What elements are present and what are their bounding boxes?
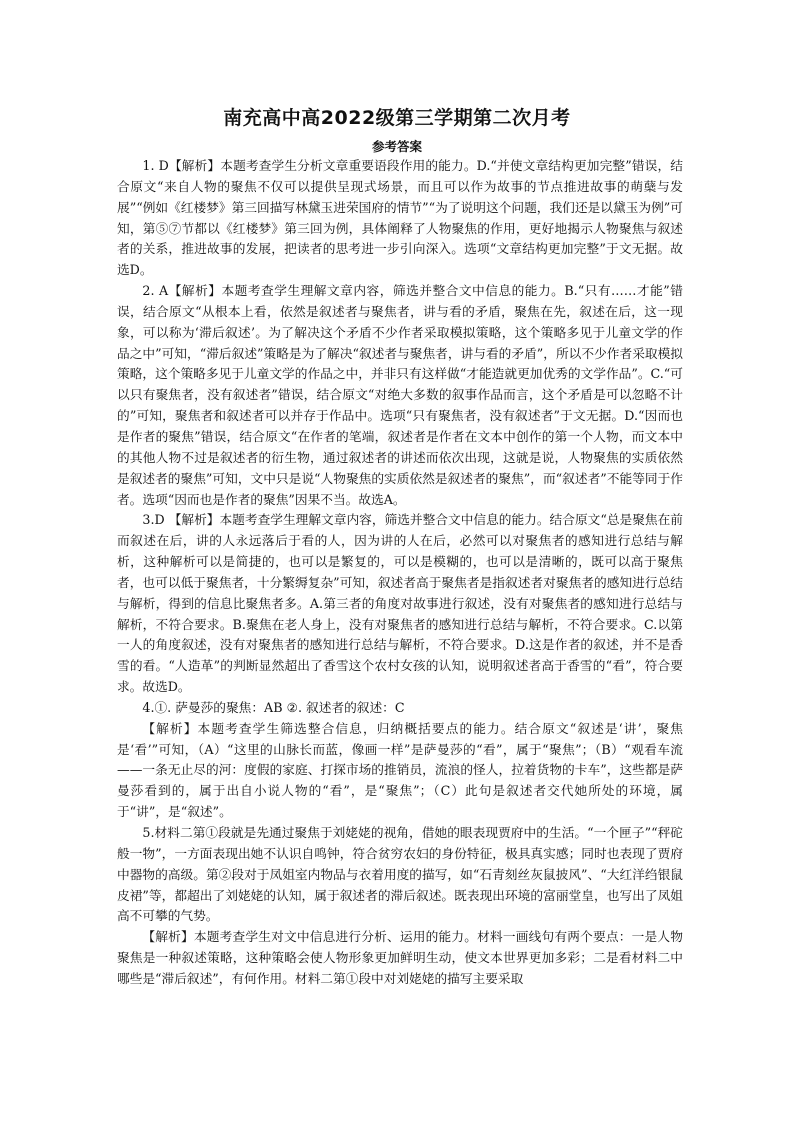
answer-paragraph-5: 5.材料二第①段就是先通过聚焦于刘姥姥的视角，借她的眼表现贾府中的生活。“一个匣子”“秤砣般一物”，一方面表现出她不认识自鸣钟，符合贫穷农妇的身份特征，极具真实感；同时也表现了贾府中器物的高级。第②段对于凤姐室内物品与衣着用度的描写，如“石青刻丝灰鼠披风”、“大红洋绉银鼠皮裙”等，都超出了刘姥姥的认知，属于叙述者的滞后叙述。既表现出环境的富丽堂皇，也写出了凤姐高不可攀的气势。	[117, 825, 683, 924]
answer-paragraph-1: 1. D【解析】本题考查学生分析文章重要语段作用的能力。D.“并使文章结构更加完整”错误，结合原文“来自人物的聚焦不仅可以提供呈现式场景，而且可以作为故事的节点推进故事的萌蘖与发展”“例如《红楼梦》第三回描写林黛玉进荣国府的情节”“为了说明这个问题，我们还是以黛玉为例”可知，第⑤⑦节都以《红楼梦》第三回为例，具体阐释了人物聚焦的作用，更好地揭示人物聚焦与叙述者的关系，推进故事的发展，把读者的思考进一步引向深入。选项“文章结构更加完整”于文无据。故选D。	[117, 158, 683, 278]
answer-paragraph-5-analysis: 【解析】本题考查学生对文中信息进行分析、运用的能力。材料一画线句有两个要点：一是人物聚焦是一种叙述策略，这种策略会使人物形象更加鲜明生动，使文本世界更加多彩；二是看材料二中哪些是“滞后叙述”，有何作用。材料二第①段中对刘姥姥的描写主要采取	[117, 929, 683, 986]
answer-paragraph-3: 3.D 【解析】本题考查学生理解文章内容，筛选并整合文中信息的能力。结合原文“总是聚焦在前而叙述在后，讲的人永远落后于看的人，因为讲的人在后，必然可以对聚焦者的感知进行总结与解析，这种解析可以是简捷的，也可以是繁复的，可以是模糊的，也可以是清晰的，既可以高于聚焦者，也可以低于聚焦者，十分繁缛复杂”可知，叙述者高于聚焦者是指叙述者对聚焦者的感知进行总结与解析，得到的信息比聚焦者多。A.第三者的角度对故事进行叙述，没有对聚焦者的感知进行总结与解析，不符合要求。B.聚焦在老人身上，没有对聚焦者的感知进行总结与解析，不符合要求。C.以第一人的角度叙述，没有对聚焦者的感知进行总结与解析，不符合要求。D.这是作者的叙述，并不是香雪的看。“人造革”的判断显然超出了香雪这个农村女孩的认知，说明叙述者高于香雪的“看”，符合要求。故选D。	[117, 512, 683, 695]
answer-body	[117, 156, 683, 990]
answer-paragraph-4: 4.①. 萨曼莎的聚焦：AB ②. 叙述者的叙述：C	[142, 699, 405, 715]
answer-paragraph-4-analysis: 【解析】本题考查学生筛选整合信息，归纳概括要点的能力。结合原文“叙述是‘讲’，聚焦是‘看’”可知，（A）“这里的山脉长而蓝，像画一样”是萨曼莎的“看”，属于“聚焦”；（B）“观看车流——一条无止尽的河：度假的家庭、打探市场的推销员，流浪的怪人，拉着货物的卡车”，这些都是萨曼莎看到的，属于出自小说人物的“看”，是“聚焦”；（C）此句是叙述者交代她所处的环境，属于“讲”，是“叙述”。	[117, 720, 683, 820]
answer-paragraph-2: 2. A【解析】本题考查学生理解文章内容，筛选并整合文中信息的能力。B.“只有……才能”错误，结合原文“从根本上看，依然是叙述者与聚焦者，讲与看的矛盾，聚焦在先，叙述在后，这一现象，可以称为‘滞后叙述’。为了解决这个矛盾不少作者采取模拟策略，这个策略多见于儿童文学的作品之中”可知，“滞后叙述”策略是为了解决“叙述者与聚焦者，讲与看的矛盾”，所以不少作者采取模拟策略，这个策略多见于儿童文学的作品之中，并非只有这样做“才能造就更加优秀的文学作品”。C.“可以只有聚焦者，没有叙述者”错误，结合原文“对绝大多数的叙事作品而言，这个矛盾是可以忽略不计的”可知，聚焦者和叙述者可以并存于作品中。选项“只有聚焦者，没有叙述者”于文无据。D.“因而也是作者的聚焦”错误，结合原文“在作者的笔端，叙述者是作者在文本中创作的第一个人物，而文本中的其他人物不过是叙述者的衍生物，通过叙述者的讲述而依次出现，这就是说，人物聚焦的实质依然是叙述者的聚焦”可知，文中只是说“人物聚焦的实质依然是叙述者的聚焦”，而“叙述者”不能等同于作者。选项“因而也是作者的聚焦”因果不当。故选A。	[117, 283, 683, 507]
page-subtitle: 参考答案	[371, 139, 422, 154]
page-title: 南充高中高2022级第三学期第二次月考	[223, 107, 571, 129]
